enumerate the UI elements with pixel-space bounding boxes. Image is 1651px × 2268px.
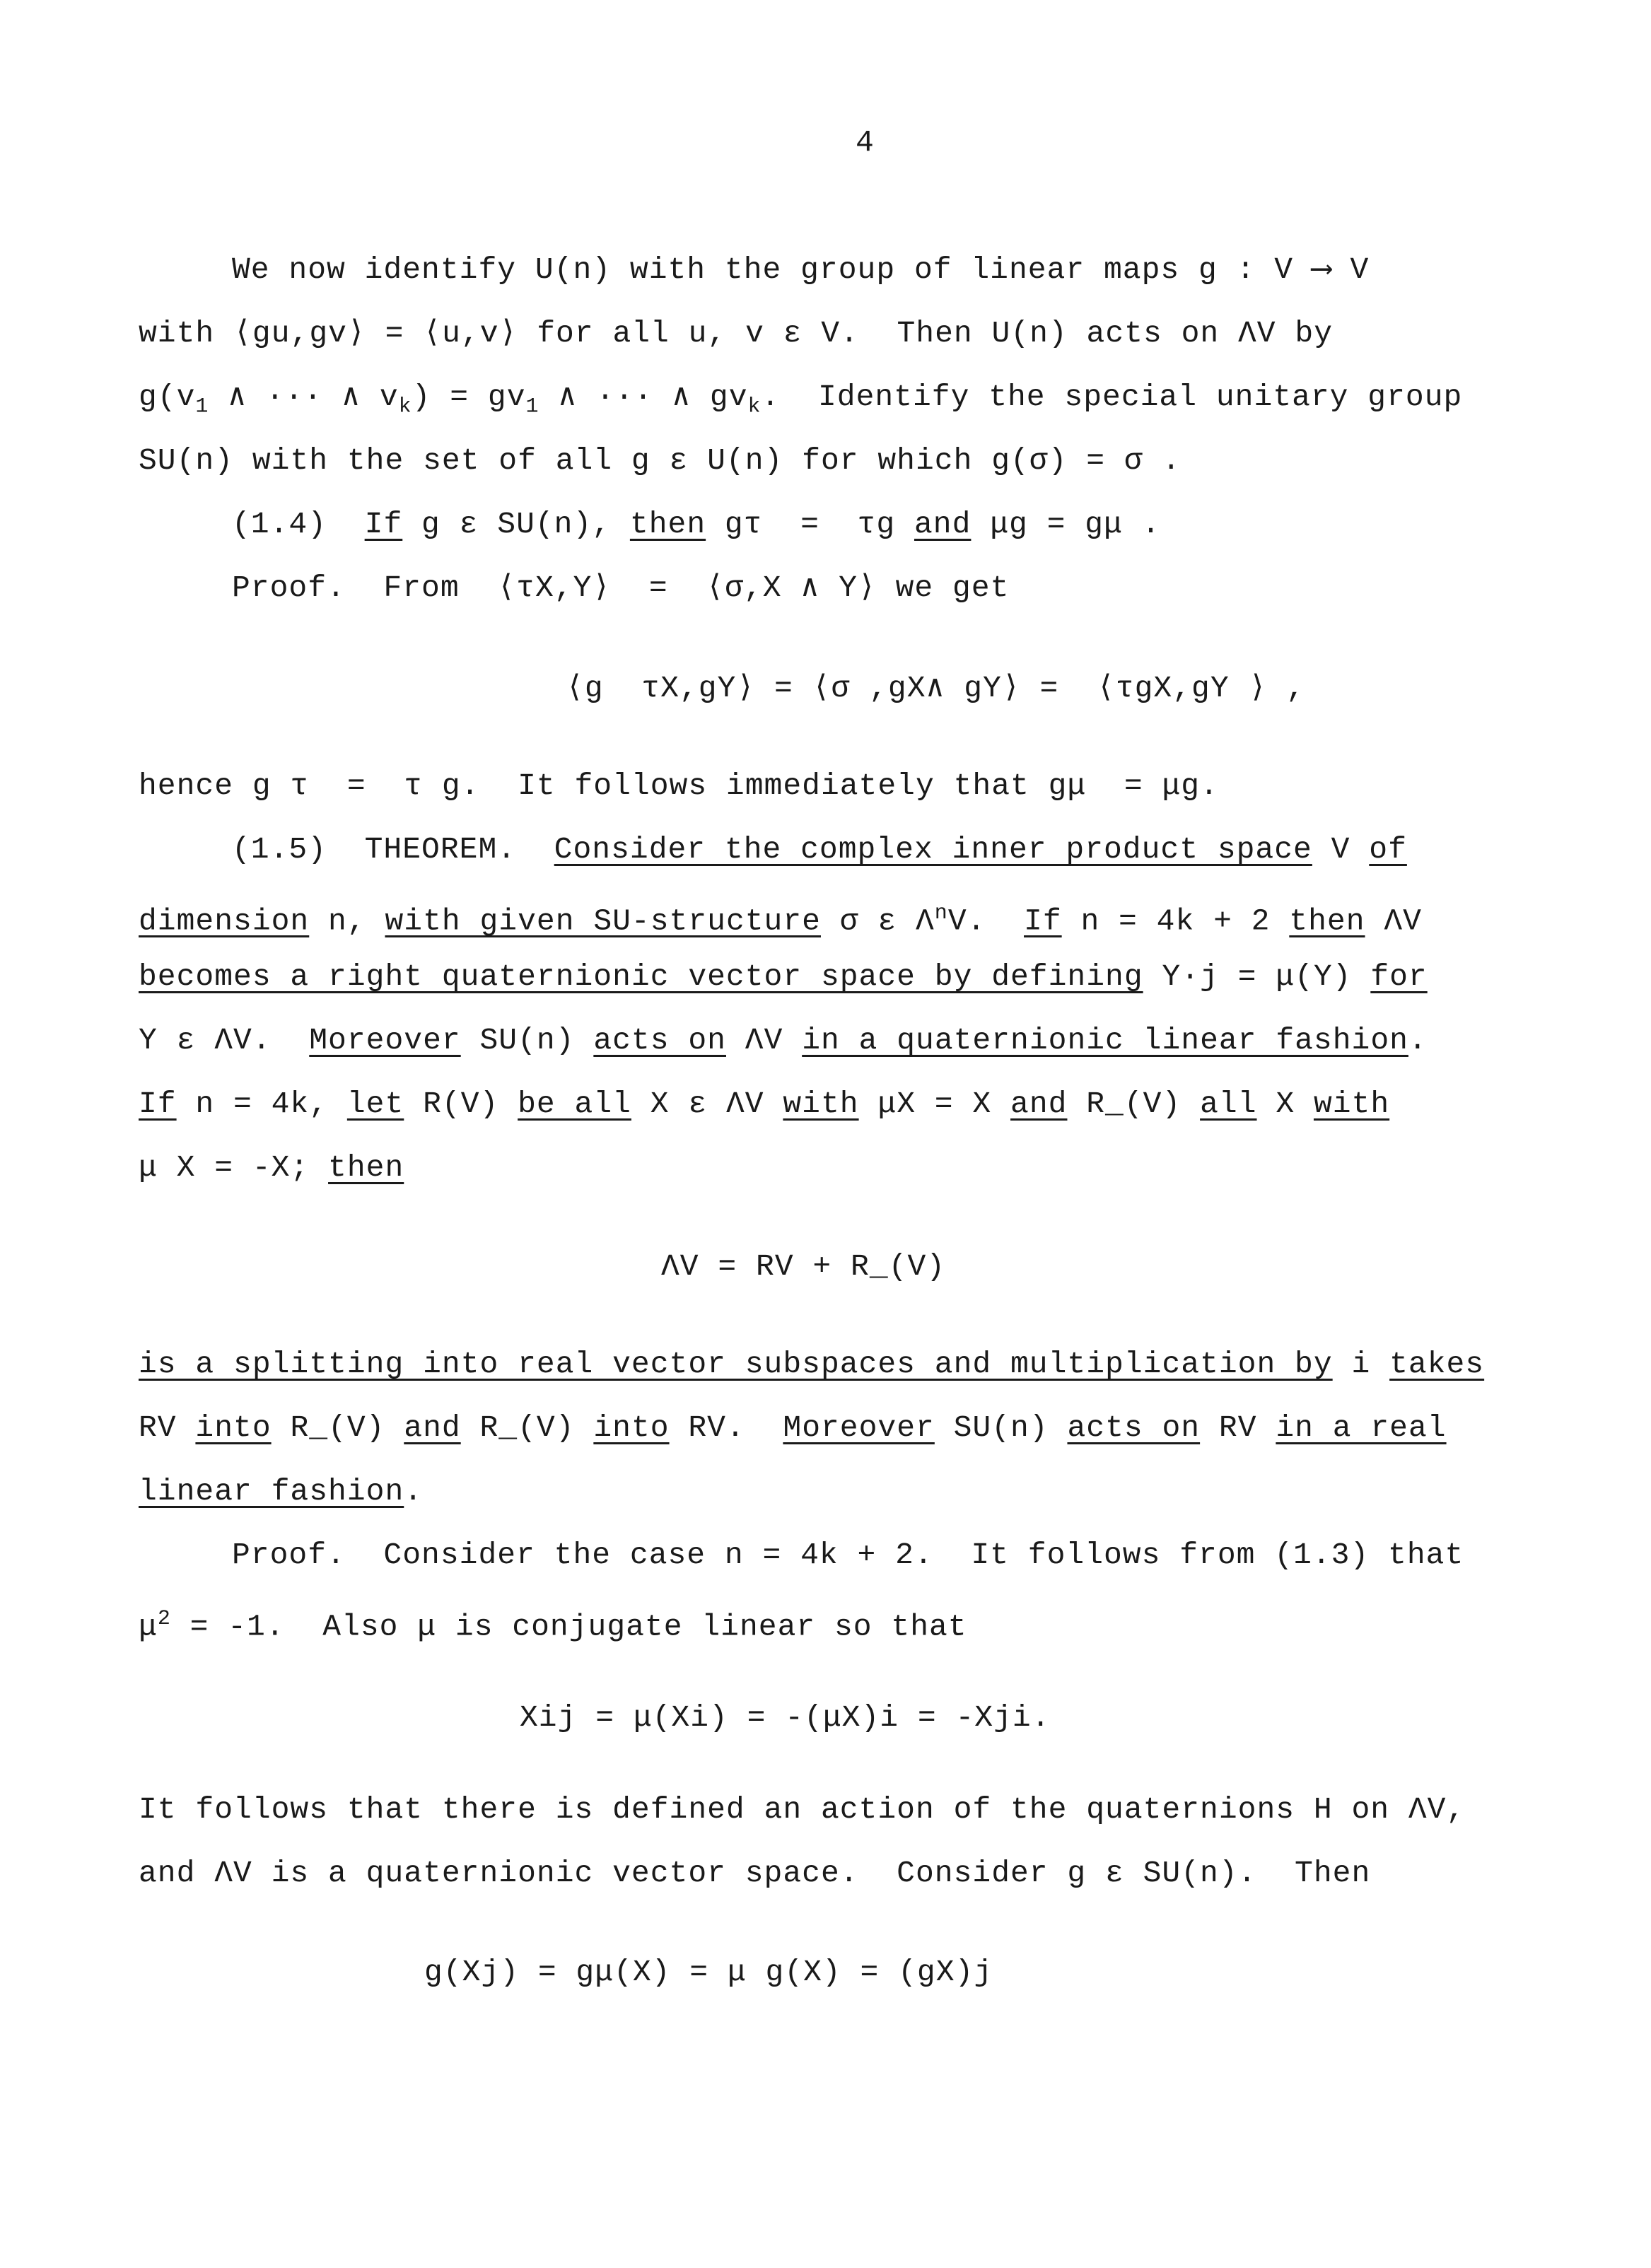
text-line-hence: hence g τ = τ g. It follows immediately that gμ = μg. <box>139 768 1219 803</box>
theorem-1-5-line-6: μ X = -X; then <box>139 1150 404 1185</box>
text-line-4: SU(n) with the set of all g ε U(n) for which g(σ) = σ . <box>139 443 1182 478</box>
theorem-1-5-line-4: Y ε ΛV. Moreover SU(n) acts on ΛV in a quaternionic linear fashion. <box>139 1023 1428 1058</box>
proof-1-5-line-1: Proof. Consider the case n = 4k + 2. It follows from (1.3) that <box>232 1538 1464 1572</box>
display-equation-2: ΛV = RV + R_(V) <box>661 1249 946 1284</box>
theorem-1-5-line-5: If n = 4k, let R(V) be all X ε ΛV with μX = X and R_(V) all X with <box>139 1087 1390 1121</box>
text-line-3: $g(v_1$ ∧ ··· ∧ $v_k) = gv_1$ ∧ ··· ∧ $gv_k$. Identify the special unitary group <box>139 380 1463 419</box>
text-line-2: with ⟨gu,gv⟩ = ⟨u,v⟩ for all u, v ε V. Then U(n) acts on ΛV by <box>139 316 1334 351</box>
display-equation-1: ⟨g τX,gY⟩ = ⟨σ ,gX∧ gY⟩ = ⟨τgX,gY ⟩ , <box>566 671 1305 706</box>
theorem-1-5-line-2: dimension n, with given SU-structure σ ε $\Lambda^nV$. If n = 4k + 2 then ΛV <box>139 901 1422 939</box>
theorem-1-5-line-9: linear fashion. <box>139 1474 424 1509</box>
theorem-1-5-line-8: RV into R_(V) and R_(V) into RV. Moreover SU(n) acts on RV in a real <box>139 1410 1447 1445</box>
display-equation-3: Xij = μ(Xi) = -(μX)i = -Xji. <box>520 1700 1051 1735</box>
text-line-1: We now identify U(n) with the group of linear maps g : V ⟶ V <box>232 252 1370 287</box>
proof-1-5-line-2: $\mu^2 = -1$. Also μ is conjugate linear so that <box>139 1607 967 1644</box>
page-number: 4 <box>856 125 875 160</box>
theorem-1-5-line-7: is a splitting into real vector subspaces and multiplication by i takes <box>139 1347 1485 1381</box>
theorem-1-5-line-3: becomes a right quaternionic vector space by defining Y·j = μ(Y) for <box>139 959 1428 994</box>
theorem-1-5-line-1: (1.5) THEOREM. Consider the complex inner product space V of <box>232 832 1407 867</box>
proof-1-5-line-4: and ΛV is a quaternionic vector space. Consider g ε SU(n). Then <box>139 1856 1371 1890</box>
proof-1-4: Proof. From ⟨τX,Y⟩ = ⟨σ,X ∧ Y⟩ we get <box>232 571 1010 605</box>
proof-1-5-line-3: It follows that there is defined an action of the quaternions H on ΛV, <box>139 1792 1466 1827</box>
display-equation-4: g(Xj) = gμ(X) = μ g(X) = (gX)j <box>424 1955 993 1989</box>
statement-1-4: (1.4) If g ε SU(n), then gτ = τg and μg = gμ . <box>232 507 1161 542</box>
